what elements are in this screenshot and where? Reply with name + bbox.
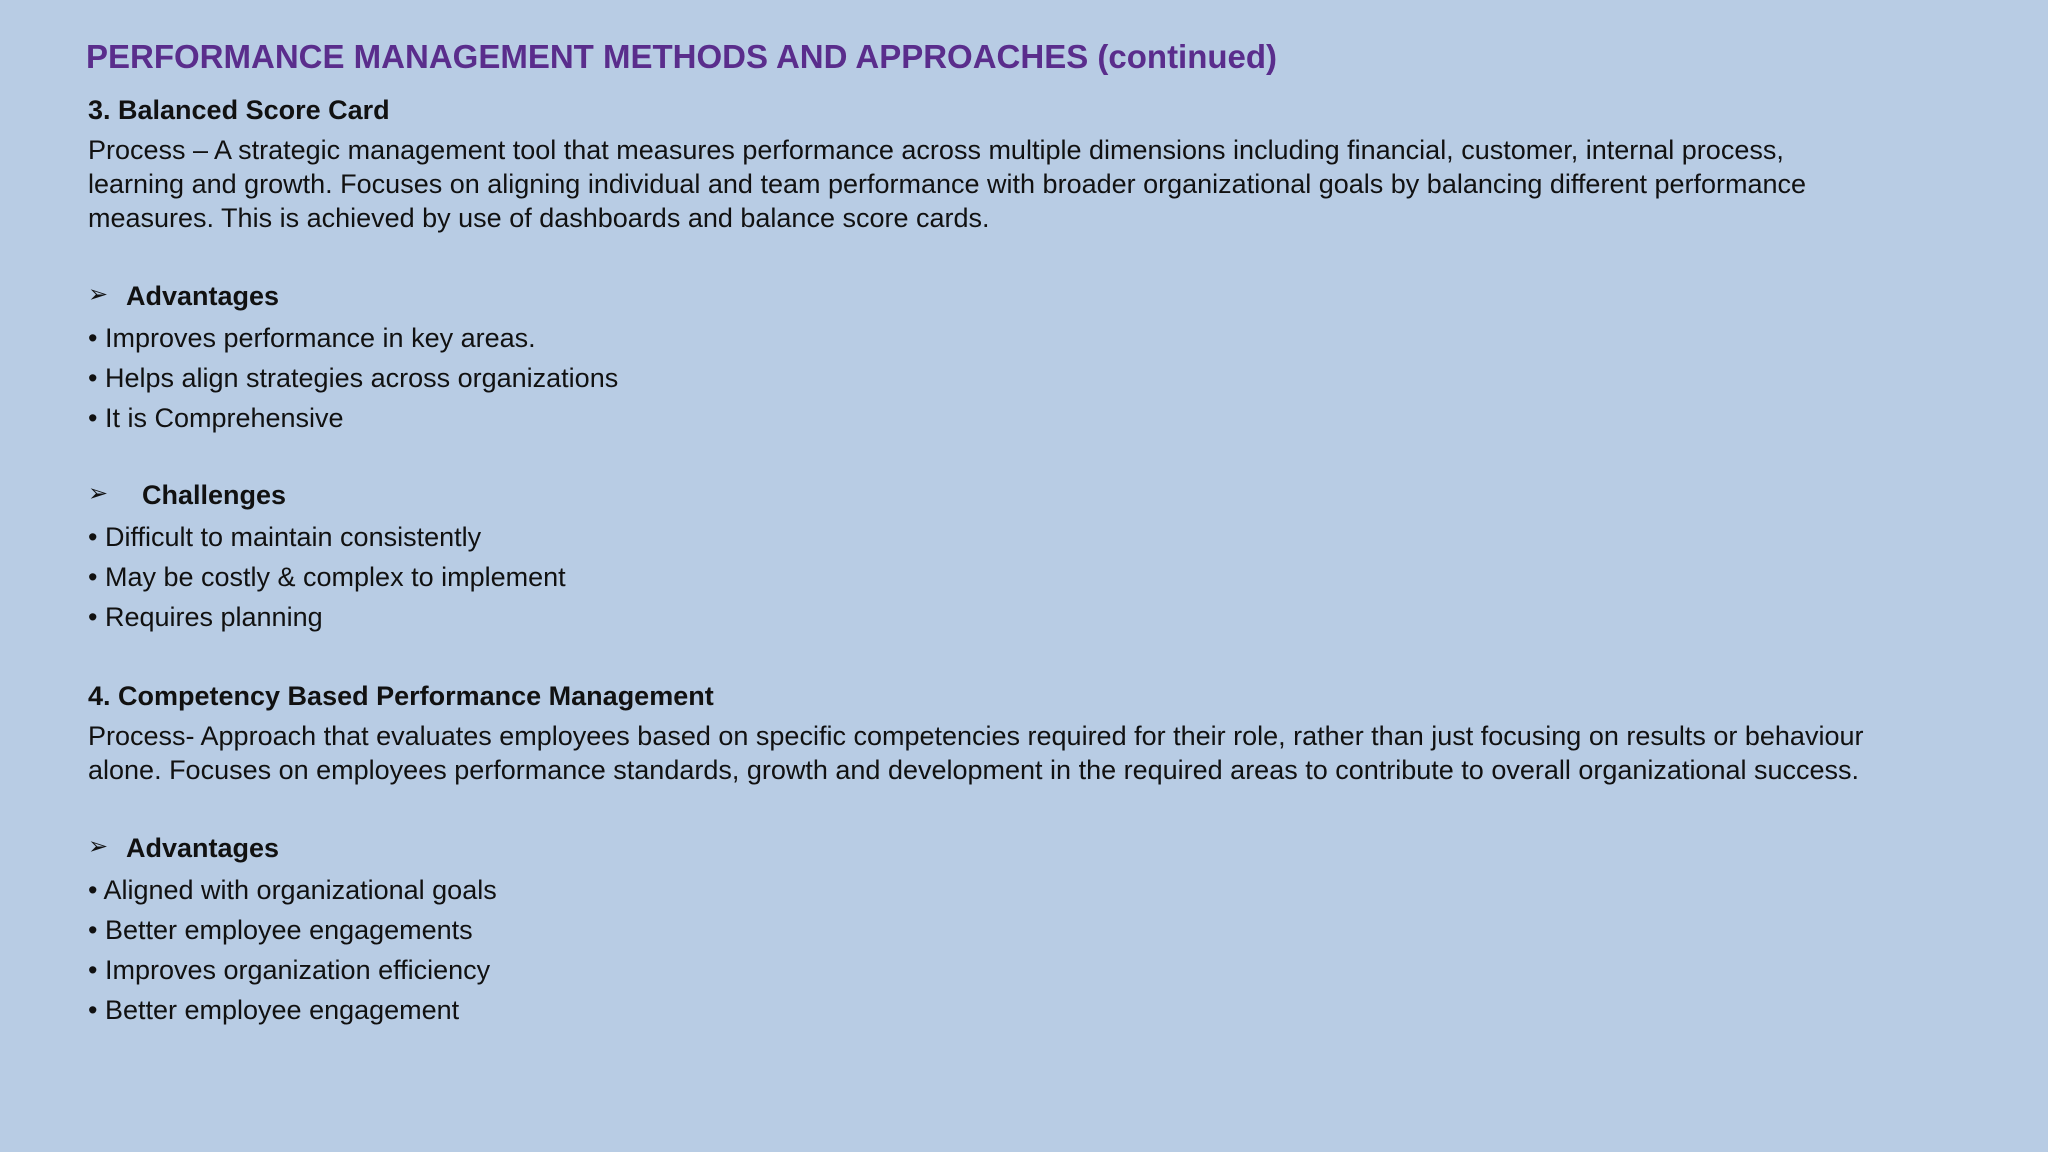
section-3-process-line: measures. This is achieved by use of dashboards and balance score cards. bbox=[88, 203, 990, 233]
section-3-heading: 3. Balanced Score Card bbox=[88, 95, 390, 125]
section-3-process-line: learning and growth. Focuses on aligning individual and team performance with broader organizational goals by balancing different performance bbox=[88, 169, 1807, 199]
list-item: • Better employee engagement bbox=[88, 995, 460, 1025]
list-item: • Improves performance in key areas. bbox=[88, 323, 536, 353]
slide-title: PERFORMANCE MANAGEMENT METHODS AND APPROACHES (continued) bbox=[86, 38, 1278, 75]
arrowhead-bullet-icon: ➢ bbox=[88, 833, 109, 860]
list-item: • Better employee engagements bbox=[88, 915, 473, 945]
list-item: • Improves organization efficiency bbox=[88, 955, 491, 985]
section-4-heading: 4. Competency Based Performance Management bbox=[88, 681, 714, 711]
section-4-advantages-label: Advantages bbox=[126, 833, 280, 863]
list-item: • Helps align strategies across organizations bbox=[88, 363, 619, 393]
list-item: • Difficult to maintain consistently bbox=[88, 522, 482, 552]
section-4-process-line: Process- Approach that evaluates employees based on specific competencies required for their role, rather than just focusing on results or behaviour bbox=[88, 721, 1864, 751]
list-item: • It is Comprehensive bbox=[88, 403, 344, 433]
list-item: • Requires planning bbox=[88, 602, 323, 632]
section-3-process-line: Process – A strategic management tool that measures performance across multiple dimensions including financial, customer, internal process, bbox=[88, 135, 1784, 165]
arrowhead-bullet-icon: ➢ bbox=[88, 480, 109, 507]
list-item: • Aligned with organizational goals bbox=[88, 875, 497, 905]
section-3-challenges-label: Challenges bbox=[142, 480, 287, 510]
arrowhead-bullet-icon: ➢ bbox=[88, 281, 109, 308]
list-item: • May be costly & complex to implement bbox=[88, 562, 566, 592]
section-4-process-line: alone. Focuses on employees performance standards, growth and development in the required areas to contribute to overall organizational success. bbox=[88, 755, 1860, 785]
section-3-advantages-label: Advantages bbox=[126, 281, 280, 311]
